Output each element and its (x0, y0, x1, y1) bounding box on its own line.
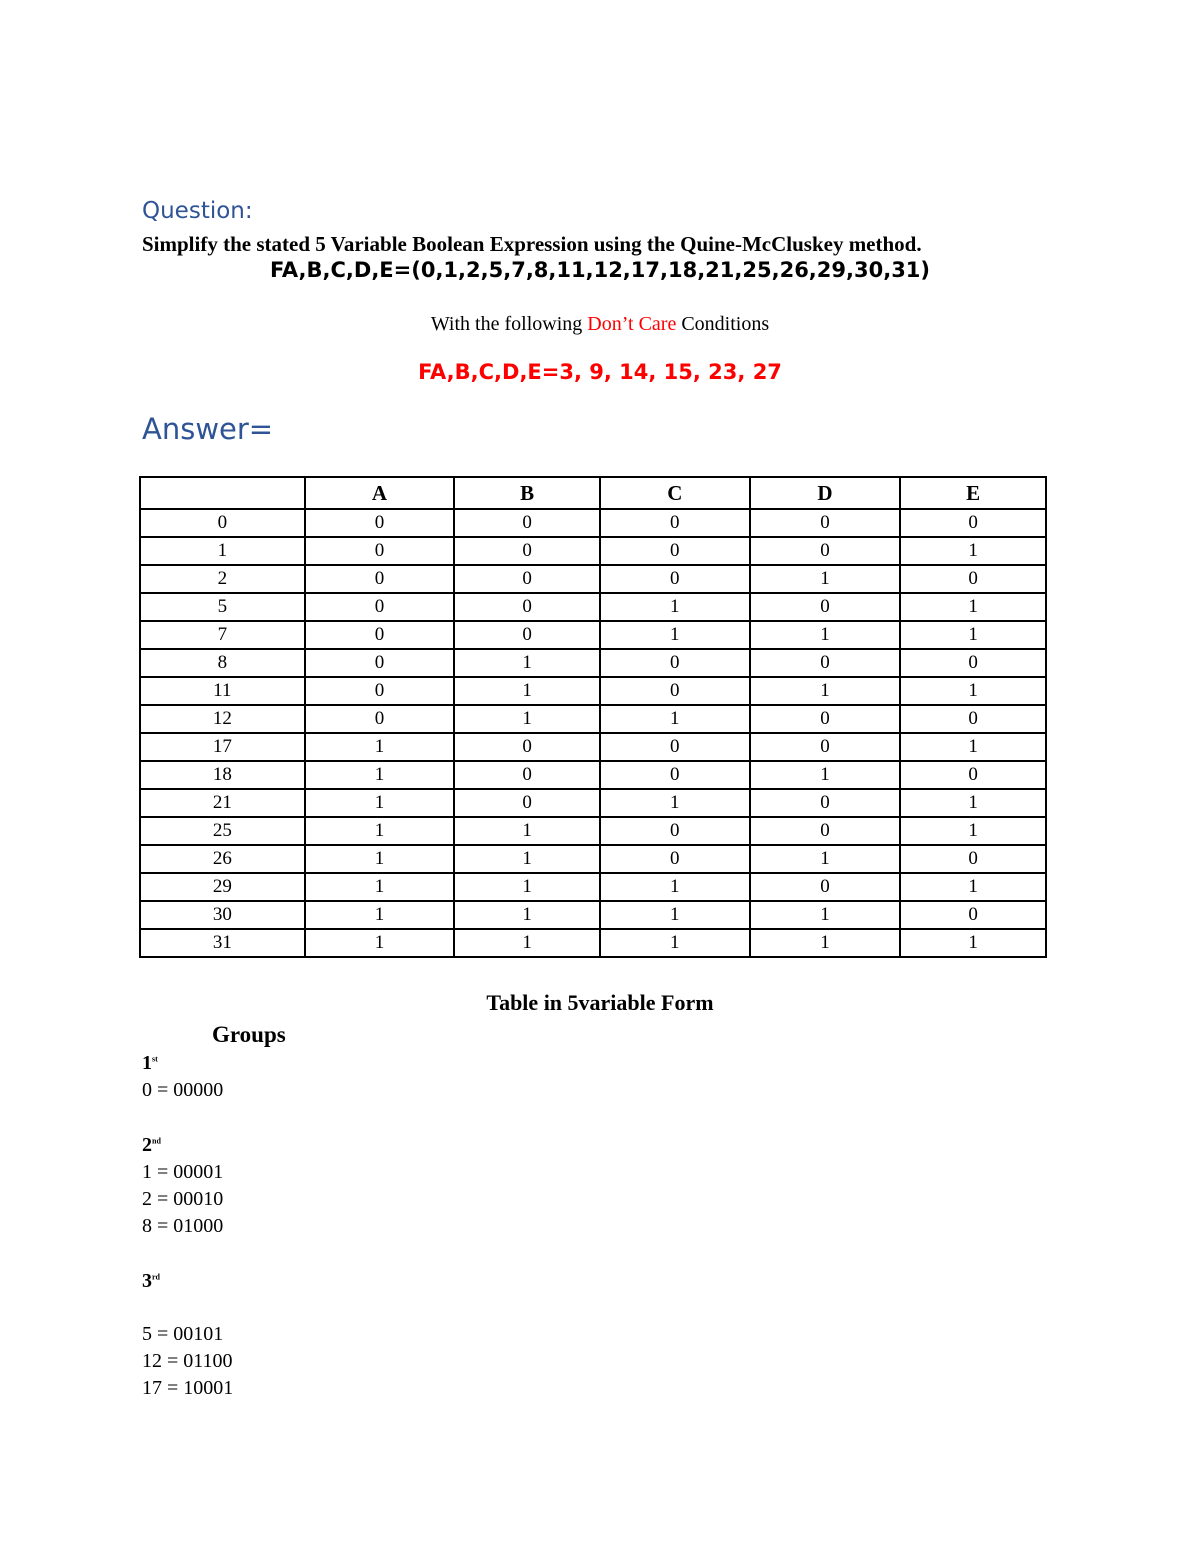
bit-cell: 1 (600, 901, 750, 929)
bit-cell: 0 (305, 621, 455, 649)
bit-cell: 0 (750, 537, 901, 565)
group-entry: 0 = 00000 (142, 1079, 224, 1101)
minterm-cell: 17 (140, 733, 305, 761)
group-suffix: rd (152, 1272, 160, 1282)
dont-care-suffix: Conditions (681, 313, 770, 335)
bit-cell: 1 (305, 845, 455, 873)
table-row (140, 593, 1046, 621)
group-entry: 2 = 00010 (142, 1188, 224, 1210)
bit-cell: 1 (750, 901, 901, 929)
bit-cell: 0 (600, 649, 750, 677)
bit-cell: 0 (454, 761, 600, 789)
bit-cell: 0 (750, 649, 901, 677)
bit-cell: 0 (305, 593, 455, 621)
bit-cell: 0 (750, 509, 901, 537)
dont-care-highlight: Don’t Care (587, 313, 677, 335)
group-suffix: st (152, 1054, 158, 1064)
bit-cell: 0 (305, 677, 455, 705)
bit-cell: 1 (900, 789, 1046, 817)
minterm-cell: 0 (140, 509, 305, 537)
bit-cell: 0 (900, 565, 1046, 593)
bit-cell: 1 (305, 929, 455, 957)
bit-cell: 1 (454, 873, 600, 901)
group-entry: 5 = 00101 (142, 1323, 224, 1345)
bit-cell: 0 (454, 593, 600, 621)
header-cell: B (454, 477, 600, 509)
bit-cell: 0 (600, 761, 750, 789)
group-label (142, 1052, 158, 1075)
header-cell (140, 477, 305, 509)
group-entry: 8 = 01000 (142, 1215, 224, 1237)
bit-cell: 0 (600, 677, 750, 705)
bit-cell: 0 (454, 733, 600, 761)
bit-cell: 1 (750, 761, 901, 789)
bit-cell: 1 (305, 733, 455, 761)
minterm-cell: 12 (140, 705, 305, 733)
table-row (140, 873, 1046, 901)
bit-cell: 0 (305, 509, 455, 537)
bit-cell: 0 (454, 789, 600, 817)
bit-cell: 1 (750, 621, 901, 649)
header-cell: A (305, 477, 455, 509)
header-cell: D (750, 477, 901, 509)
bit-cell: 0 (900, 705, 1046, 733)
table-row (140, 537, 1046, 565)
bit-cell: 0 (900, 761, 1046, 789)
bit-cell: 1 (900, 873, 1046, 901)
bit-cell: 1 (305, 873, 455, 901)
bit-cell: 0 (750, 593, 901, 621)
minterm-cell: 25 (140, 817, 305, 845)
bit-cell: 0 (600, 845, 750, 873)
bit-cell: 1 (305, 901, 455, 929)
minterm-cell: 29 (140, 873, 305, 901)
bit-cell: 0 (305, 649, 455, 677)
table-row (140, 621, 1046, 649)
dont-care-prefix: With the following (430, 313, 583, 335)
minterm-cell: 2 (140, 565, 305, 593)
bit-cell: 1 (900, 593, 1046, 621)
bit-cell: 1 (305, 789, 455, 817)
group-entry: 12 = 01100 (142, 1350, 233, 1372)
bit-cell: 0 (900, 649, 1046, 677)
bit-cell: 0 (900, 845, 1046, 873)
bit-cell: 0 (454, 537, 600, 565)
table-row (140, 845, 1046, 873)
bit-cell: 1 (305, 761, 455, 789)
truth-table-body (140, 509, 1046, 957)
bit-cell: 0 (454, 509, 600, 537)
bit-cell: 0 (600, 817, 750, 845)
bit-cell: 1 (750, 845, 901, 873)
bit-cell: 0 (900, 509, 1046, 537)
table-row (140, 929, 1046, 957)
minterm-cell: 7 (140, 621, 305, 649)
bit-cell: 1 (750, 565, 901, 593)
instruction-text: Simplify the stated 5 Variable Boolean Expression using the Quine-McCluskey method. (142, 232, 922, 256)
bit-cell: 1 (750, 677, 901, 705)
table-caption: Table in 5variable Form (486, 990, 714, 1015)
minterm-cell: 8 (140, 649, 305, 677)
bit-cell: 1 (900, 537, 1046, 565)
bit-cell: 1 (454, 649, 600, 677)
group-entry: 1 = 00001 (142, 1161, 224, 1183)
bit-cell: 0 (900, 901, 1046, 929)
truth-table (139, 476, 1047, 958)
bit-cell: 1 (454, 901, 600, 929)
bit-cell: 0 (750, 789, 901, 817)
table-row (140, 733, 1046, 761)
group-entry: 17 = 10001 (142, 1377, 234, 1399)
table-row (140, 901, 1046, 929)
header-cell: C (600, 477, 750, 509)
bit-cell: 1 (900, 929, 1046, 957)
bit-cell: 1 (600, 873, 750, 901)
dont-care-expression: FA,B,C,D,E=3, 9, 14, 15, 23, 27 (418, 360, 782, 384)
question-heading: Question: (142, 198, 253, 224)
bit-cell: 1 (454, 705, 600, 733)
bit-cell: 1 (600, 929, 750, 957)
table-row (140, 649, 1046, 677)
bit-cell: 0 (454, 621, 600, 649)
dont-care-line (0, 313, 1200, 336)
bit-cell: 0 (750, 873, 901, 901)
bit-cell: 1 (600, 593, 750, 621)
table-row (140, 789, 1046, 817)
minterm-cell: 18 (140, 761, 305, 789)
groups-title: Groups (212, 1022, 286, 1047)
bit-cell: 1 (900, 677, 1046, 705)
answer-heading: Answer= (142, 412, 274, 446)
group-suffix: nd (152, 1136, 161, 1146)
group-number: 2 (142, 1134, 152, 1156)
bit-cell: 0 (454, 565, 600, 593)
bit-cell: 0 (600, 537, 750, 565)
table-row (140, 677, 1046, 705)
group-number: 3 (142, 1270, 152, 1292)
table-header-row (140, 477, 1046, 509)
bit-cell: 0 (305, 705, 455, 733)
bit-cell: 1 (900, 817, 1046, 845)
minterm-cell: 5 (140, 593, 305, 621)
bit-cell: 0 (305, 537, 455, 565)
bit-cell: 0 (750, 817, 901, 845)
minterm-cell: 21 (140, 789, 305, 817)
minterm-cell: 1 (140, 537, 305, 565)
header-cell: E (900, 477, 1046, 509)
bit-cell: 0 (305, 565, 455, 593)
minterm-cell: 11 (140, 677, 305, 705)
group-number: 1 (142, 1052, 152, 1074)
table-row (140, 817, 1046, 845)
bit-cell: 1 (454, 677, 600, 705)
bit-cell: 1 (900, 733, 1046, 761)
bit-cell: 1 (600, 705, 750, 733)
bit-cell: 1 (600, 621, 750, 649)
boolean-expression: FA,B,C,D,E=(0,1,2,5,7,8,11,12,17,18,21,25,26,29,30,31) (269, 258, 931, 282)
bit-cell: 0 (750, 705, 901, 733)
table-row (140, 565, 1046, 593)
bit-cell: 0 (600, 565, 750, 593)
table-row (140, 761, 1046, 789)
table-row (140, 509, 1046, 537)
bit-cell: 1 (454, 817, 600, 845)
minterm-cell: 26 (140, 845, 305, 873)
bit-cell: 0 (600, 509, 750, 537)
bit-cell: 1 (900, 621, 1046, 649)
bit-cell: 1 (750, 929, 901, 957)
table-row (140, 705, 1046, 733)
group-label (142, 1270, 160, 1293)
bit-cell: 1 (305, 817, 455, 845)
bit-cell: 1 (454, 845, 600, 873)
bit-cell: 0 (600, 733, 750, 761)
minterm-cell: 30 (140, 901, 305, 929)
bit-cell: 1 (454, 929, 600, 957)
bit-cell: 0 (750, 733, 901, 761)
group-label (142, 1134, 161, 1157)
minterm-cell: 31 (140, 929, 305, 957)
bit-cell: 1 (600, 789, 750, 817)
